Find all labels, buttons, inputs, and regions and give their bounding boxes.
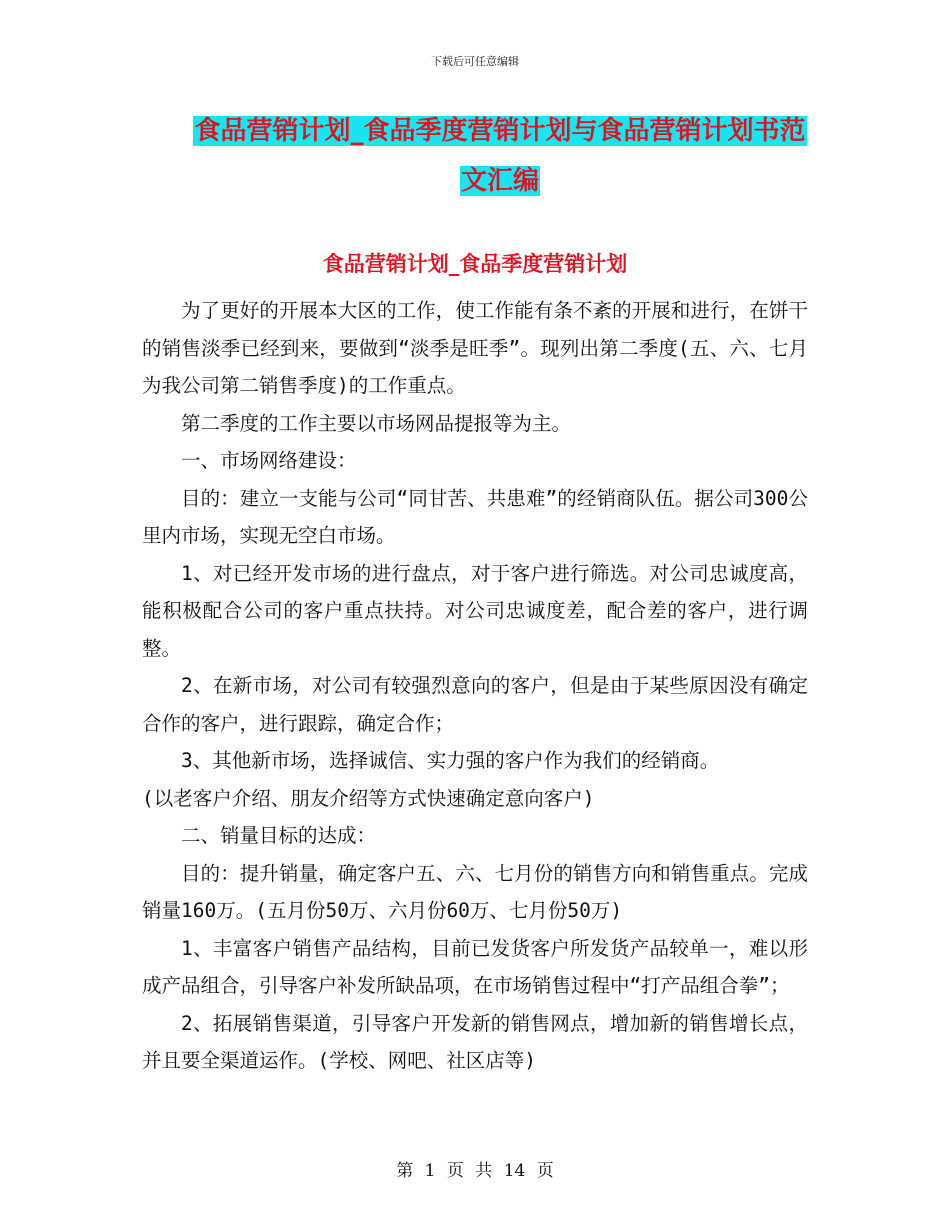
paragraph: 第二季度的工作主要以市场网品提报等为主。	[181, 411, 572, 435]
list-item: 3、其他新市场，选择诚信、实力强的客户作为我们的经销商。	[181, 749, 720, 772]
title-line-2	[188, 160, 812, 210]
section-heading: 二、销量目标的达成：	[181, 824, 377, 847]
section-subtitle: 食品营销计划_食品季度营销计划	[322, 252, 628, 276]
list-item: 1、丰富客户销售产品结构，目前已发货客户所发货产品较单一，难以形成产品组合，引导客户补发所缺品项，在市场销售过程中“打产品组合拳”；	[142, 936, 808, 997]
paragraph: 目的：提升销量，确定客户五、六、七月份的销售方向和销售重点。完成销量160万。(五月份50万、六月份60万、七月份50万)	[142, 861, 808, 922]
body-text	[142, 292, 808, 1080]
header-note: 下载后可任意编辑	[431, 55, 519, 68]
page-footer: 第 1 页 共 14 页	[396, 1161, 554, 1181]
list-item: 2、在新市场，对公司有较强烈意向的客户，但是由于某些原因没有确定合作的客户，进行跟踪，确定合作；	[142, 674, 808, 735]
list-item: 1、对已经开发市场的进行盘点，对于客户进行筛选。对公司忠诚度高，能积极配合公司的客户重点扶持。对公司忠诚度差，配合差的客户，进行调整。	[142, 561, 808, 660]
paragraph: 目的：建立一支能与公司“同甘苦、共患难”的经销商队伍。据公司300公里内市场，实现无空白市场。	[142, 486, 808, 547]
paragraph-note: (以老客户介绍、朋友介绍等方式快速确定意向客户)	[142, 786, 595, 810]
list-item: 2、拓展销售渠道，引导客户开发新的销售网点，增加新的销售增长点，并且要全渠道运作。(学校、网吧、社区店等)	[142, 1011, 808, 1072]
title-line-1-text: 食品营销计划_食品季度营销计划与食品营销计划书范	[194, 116, 806, 146]
paragraph: 为了更好的开展本大区的工作，使工作能有条不紊的开展和进行，在饼干的销售淡季已经到来，要做到“淡季是旺季”。现列出第二季度(五、六、七月为我公司第二销售季度)的工作重点。	[142, 299, 808, 397]
section-heading: 一、市场网络建设：	[181, 449, 357, 472]
title-line-1	[188, 110, 812, 160]
document-title	[188, 110, 812, 210]
title-line-2-text: 文汇编	[460, 166, 539, 196]
